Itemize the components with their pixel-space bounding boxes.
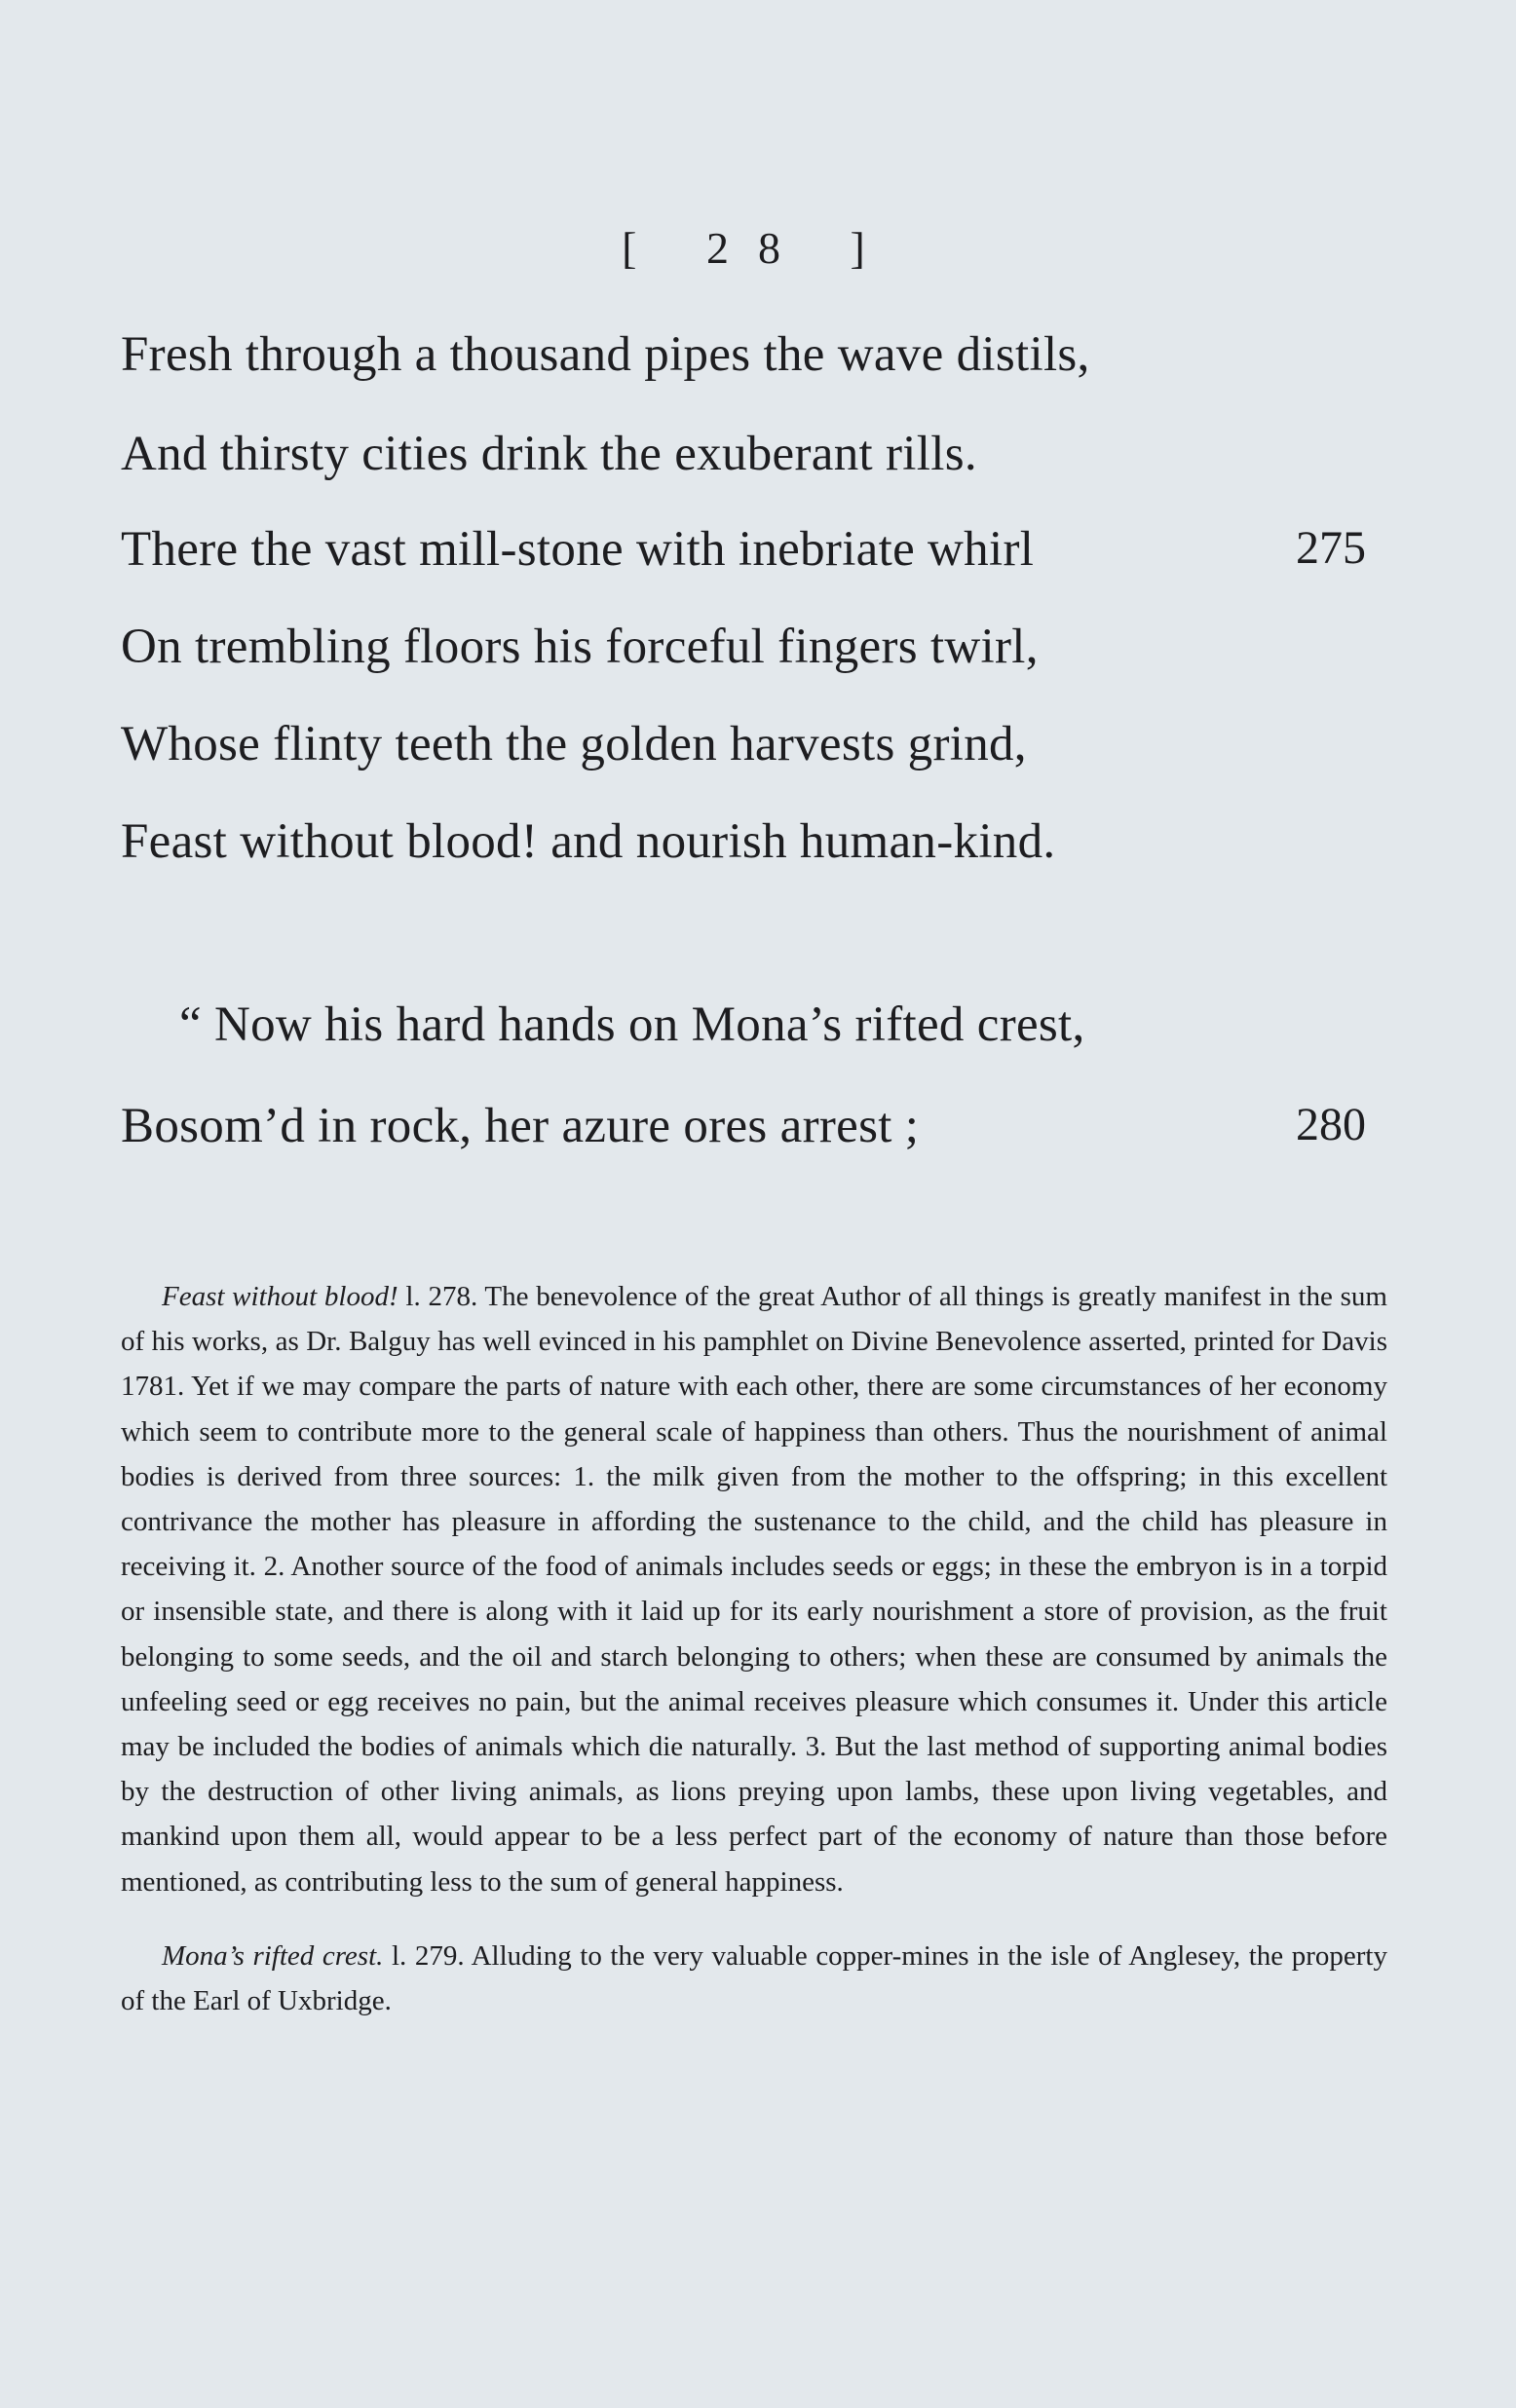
verse-line: Fresh through a thousand pipes the wave distils, [121, 327, 1090, 382]
line-number: 280 [1296, 1099, 1366, 1150]
verse-line: “ Now his hard hands on Mona’s rifted crest, [179, 997, 1085, 1052]
footnote [121, 1934, 1387, 2023]
verse-line: There the vast mill-stone with inebriate whirl [121, 522, 1035, 577]
footnote-heading: Mona’s rifted crest. [162, 1939, 384, 1972]
verse-line: Whose flinty teeth the golden harvests grind, [121, 717, 1027, 771]
line-number: 275 [1296, 522, 1366, 574]
verse-line: Feast without blood! and nourish human-kind. [121, 814, 1056, 869]
footnote-text: l. 279. Alluding to the very valuable copper-mines in the isle of Anglesey, the property of the Earl of Uxbridge. [121, 1939, 1387, 2017]
verse-line: And thirsty cities drink the exuberant rills. [121, 427, 977, 481]
footnote [121, 1274, 1387, 1904]
footnotes [121, 1274, 1387, 2023]
footnote-heading: Feast without blood! [162, 1281, 398, 1312]
verse-line: On trembling floors his forceful fingers twirl, [121, 620, 1039, 674]
verse-line: Bosom’d in rock, her azure ores arrest ; [121, 1099, 920, 1153]
footnote-text: l. 278. The benevolence of the great Author of all things is greatly manifest in the sum of his works, as Dr. Balguy has well evinced in his pamphlet on Divine Benevolence asserted, printed for Davis 1781. Yet if we may compare the parts of nature with each other, there are some circumstances of her economy which seem to contribute more to the general scale of happiness than others. Thus the nourishment of animal bodies is derived from three sources: 1. the milk given from the mother to the offspring; in this excellent contrivance the mother has pleasure in affording the sustenance to the child, and the child has pleasure in receiving it. 2. Another source of the food of animals includes seeds or eggs; in these the embryon is in a torpid or insensible state, and there is along with it laid up for its early nourishment a store of provision, as the fruit belonging to some seeds, and the oil and starch belonging to others; when these are consumed by animals the unfeeling seed or egg receives no pain, but the animal receives pleasure which consumes it. Under this article may be included the bodies of animals which die naturally. 3. But the last method of supporting animal bodies by the destruction of other living animals, as lions preying upon lambs, these upon living vegetables, and mankind upon them all, would appear to be a less perfect part of the economy of nature than those before mentioned, as contributing less to the sum of general happiness. [121, 1281, 1387, 1898]
page-number: [ 28 ] [622, 223, 894, 273]
